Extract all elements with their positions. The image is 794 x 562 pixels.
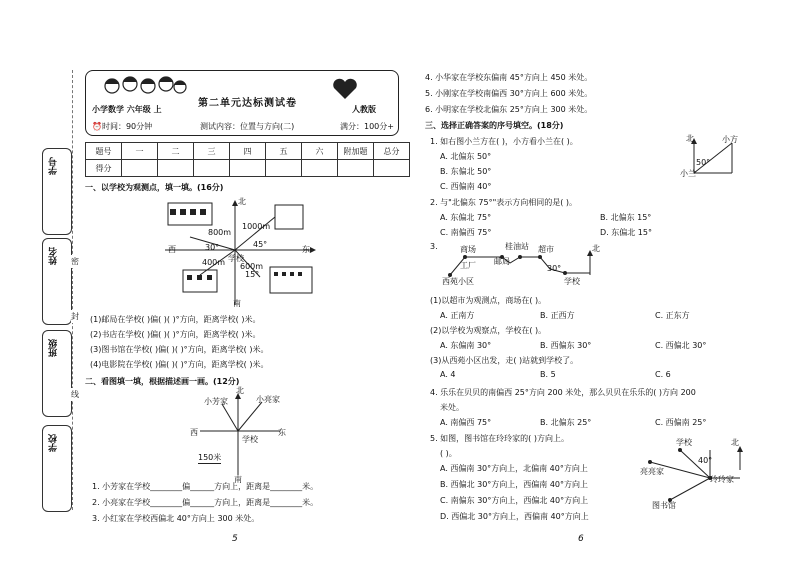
section1-q3[interactable]: (3)图书馆在学校( )偏( )( )°方向，距离学校( )米。	[90, 345, 269, 354]
score-table-score-row	[86, 160, 410, 177]
q3-3-option-b[interactable]: B. 5	[540, 370, 556, 379]
school-box	[42, 425, 72, 512]
q3-fig-park: 桂油站	[505, 242, 529, 251]
q3-2-stem[interactable]: (2)以学校为观察点，学校在( )。	[430, 326, 547, 335]
q1-option-c[interactable]: C. 西偏南 40°	[440, 182, 492, 191]
class-label: 班级	[49, 339, 59, 357]
map2-xiaoliang: 小亮家	[256, 395, 280, 404]
q3-3-stem[interactable]: (3)从西苑小区出发，走( )站就到学校了。	[430, 356, 579, 365]
time-text: 时间：90分钟	[101, 122, 153, 131]
page-number-left: 5	[232, 534, 238, 544]
score-input-cell[interactable]	[194, 160, 230, 177]
name-box	[42, 238, 72, 325]
table-cell: 二	[158, 143, 194, 160]
q2-option-a[interactable]: A. 东偏北 75°	[440, 213, 492, 222]
right-line-6: 6. 小明家在学校北偏东 25°方向上 300 米处。	[425, 105, 593, 114]
content-label: 测试内容：位置与方向(二)	[200, 122, 295, 131]
q3-2-option-b[interactable]: B. 西偏东 30°	[540, 341, 592, 350]
q2-option-b[interactable]: B. 北偏东 15°	[600, 213, 652, 222]
section1-title: 一、以学校为观测点，填一填。(16分)	[85, 183, 224, 192]
q4-option-b[interactable]: B. 北偏东 25°	[540, 418, 592, 427]
q2-stem[interactable]: 2. 与"北偏东 75°"表示方向相同的是( )。	[430, 198, 578, 207]
q5-option-c[interactable]: C. 南偏东 30°方向上，西偏北 40°方向上	[440, 496, 589, 505]
section2-q3: 3. 小红家在学校西偏北 40°方向上 300 米处。	[92, 514, 260, 523]
section1-q4[interactable]: (4)电影院在学校( )偏( )( )°方向，距离学校( )米。	[90, 360, 269, 369]
right-line-4: 4. 小华家在学校东偏南 45°方向上 450 米处。	[425, 73, 593, 82]
q3-3-option-c[interactable]: C. 6	[655, 370, 671, 379]
section2-q1[interactable]: 1. 小芳家在学校________偏______方向上，距离是________米。	[92, 482, 319, 491]
section2-q2[interactable]: 2. 小亮家在学校________偏______方向上，距离是________米。	[92, 498, 319, 507]
q3-fig-post: 邮局	[494, 257, 510, 266]
class-box	[42, 330, 72, 417]
right-line-5: 5. 小刚家在学校南偏西 30°方向上 600 米处。	[425, 89, 593, 98]
q5-fig-liangliang: 亮亮家	[640, 467, 664, 476]
table-cell: 五	[266, 143, 302, 160]
score-input-cell[interactable]	[302, 160, 338, 177]
subject-label: 小学数学 六年级 上	[92, 105, 162, 114]
q3-1-stem[interactable]: (1)以超市为观测点，商场在( )。	[430, 296, 547, 305]
q1-option-a[interactable]: A. 北偏东 50°	[440, 152, 492, 161]
q3-fig-angle: 30°	[547, 264, 562, 273]
full-score-label: 满分：100分+	[340, 122, 394, 131]
q2-option-d[interactable]: D. 东偏北 15°	[600, 228, 652, 237]
q1-stem[interactable]: 1. 如右图小兰方在( )，小方看小兰在( )。	[430, 137, 578, 146]
q3-fig-factory: 工厂	[460, 261, 476, 270]
q3-1-option-b[interactable]: B. 正西方	[540, 311, 575, 320]
seal-char-xian: 线	[71, 390, 79, 399]
q5-fig-library: 图书馆	[652, 501, 676, 510]
map1-angle-1: 30°	[205, 243, 220, 252]
seal-char-feng: 封	[71, 312, 79, 321]
map1-east: 东	[302, 245, 310, 254]
table-cell: 题号	[86, 143, 122, 160]
student-id-box	[42, 148, 72, 235]
map1-dist-4: 600m	[240, 262, 264, 271]
name-label: 姓名	[49, 247, 59, 265]
table-cell: 六	[302, 143, 338, 160]
q5-option-d[interactable]: D. 西偏北 30°方向上，西偏南 40°方向上	[440, 512, 589, 521]
q4-stem-cont: 米处。	[440, 403, 464, 412]
page-number-right: 6	[578, 534, 584, 544]
score-input-cell[interactable]	[266, 160, 302, 177]
section1-q2[interactable]: (2)书店在学校( )偏( )( )°方向，距离学校( )米。	[90, 330, 261, 339]
table-cell: 总分	[374, 143, 410, 160]
q1-option-b[interactable]: B. 东偏北 50°	[440, 167, 492, 176]
clock-icon: ⏰	[92, 122, 102, 131]
map2-scale: 150米	[198, 453, 222, 462]
map1-west: 西	[168, 245, 176, 254]
q5-fig-angle: 40°	[698, 456, 713, 465]
q3-stem: 3.	[430, 242, 438, 251]
score-table	[85, 142, 410, 177]
map2-xiaofang: 小芳家	[204, 397, 228, 406]
score-input-cell[interactable]	[158, 160, 194, 177]
section3-title: 三、选择正确答案的序号填空。(18分)	[425, 121, 564, 130]
q1-fig-fang: 小方	[722, 135, 738, 144]
map2-north: 北	[236, 386, 244, 395]
section1-q1[interactable]: (1)邮局在学校( )偏( )( )°方向，距离学校( )米。	[90, 315, 261, 324]
table-cell: 四	[230, 143, 266, 160]
q5-fig-north: 北	[731, 438, 739, 447]
table-cell: 三	[194, 143, 230, 160]
score-table-header-row	[86, 143, 410, 160]
q3-1-option-c[interactable]: C. 正东方	[655, 311, 690, 320]
unit-title: 第二单元达标测试卷	[198, 98, 297, 109]
section2-title: 二、看图填一填，根据描述画一画。(12分)	[85, 377, 240, 386]
kids-logo-icon	[100, 72, 190, 104]
table-cell: 附加题	[338, 143, 374, 160]
q3-3-option-a[interactable]: A. 4	[440, 370, 456, 379]
map2-south: 南	[234, 475, 242, 484]
map1-center: 学校	[228, 254, 244, 263]
map1-dist-2: 800m	[208, 228, 232, 237]
q5-stem[interactable]: 5. 如图，图书馆在玲玲家的( )方向上。	[430, 434, 569, 443]
publisher-label: 人教版	[352, 105, 376, 114]
time-label	[92, 121, 152, 132]
map2-center: 学校	[242, 435, 258, 444]
q5-fig-school: 学校	[676, 438, 692, 447]
seal-char-mi: 密	[71, 257, 79, 266]
q5-stem-cont: ( )。	[440, 449, 457, 458]
q3-2-option-c[interactable]: C. 西偏北 30°	[655, 341, 707, 350]
q3-fig-north: 北	[592, 244, 600, 253]
q5-option-b[interactable]: B. 西偏北 30°方向上，西偏南 40°方向上	[440, 480, 589, 489]
map1-angle-2: 45°	[253, 240, 268, 249]
q4-option-a[interactable]: A. 南偏西 75°	[440, 418, 492, 427]
school-label: 学校	[49, 434, 59, 452]
score-input-cell[interactable]	[374, 160, 410, 177]
score-input-cell[interactable]	[338, 160, 374, 177]
q3-fig-market: 超市	[538, 245, 554, 254]
map1-dist-3: 400m	[202, 258, 226, 267]
score-input-cell[interactable]	[122, 160, 158, 177]
q1-fig-angle: 50°	[696, 158, 711, 167]
map2-west: 西	[190, 428, 198, 437]
q3-1-option-a[interactable]: A. 正南方	[440, 311, 475, 320]
q3-fig-xiyuan: 西苑小区	[442, 277, 474, 286]
table-cell: 一	[122, 143, 158, 160]
table-cell: 得分	[86, 160, 122, 177]
map1-north: 北	[238, 197, 246, 206]
q5-fig-lingling: 玲玲家	[710, 475, 734, 484]
q1-fig-north: 北	[686, 134, 694, 143]
q3-fig-shop: 商场	[460, 245, 476, 254]
q5-option-a[interactable]: A. 西偏南 30°方向上，北偏南 40°方向上	[440, 464, 588, 473]
map1-south: 南	[233, 299, 241, 308]
student-id-label: 学号	[49, 157, 59, 175]
heart-icon	[332, 78, 358, 100]
q2-option-c[interactable]: C. 南偏西 75°	[440, 228, 492, 237]
q3-fig-school: 学校	[564, 277, 580, 286]
q4-stem[interactable]: 4. 乐乐在贝贝的南偏西 25°方向 200 米处，那么贝贝在乐乐的( )方向 200	[430, 388, 696, 397]
map1-angle-3: 15°	[245, 270, 260, 279]
q3-2-option-a[interactable]: A. 东偏南 30°	[440, 341, 492, 350]
q1-fig-lan: 小兰	[680, 169, 696, 178]
map2-east: 东	[278, 428, 286, 437]
map1-dist-1: 1000m	[242, 222, 271, 231]
q4-option-c[interactable]: C. 西偏南 25°	[655, 418, 707, 427]
score-input-cell[interactable]	[230, 160, 266, 177]
